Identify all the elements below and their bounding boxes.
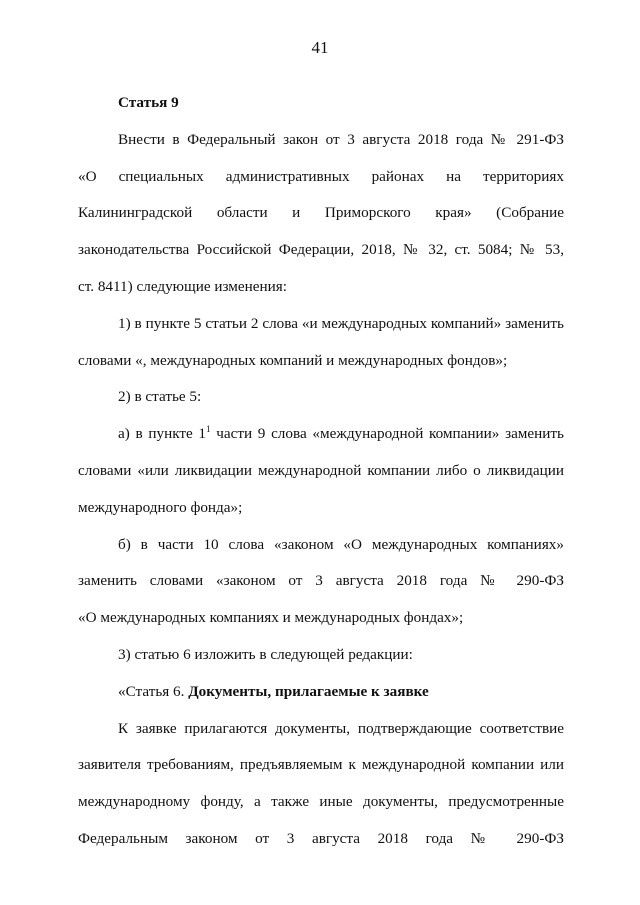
item-2b-paragraph [78, 527, 564, 637]
item-2-paragraph: 2) в статье 5: [118, 388, 202, 406]
new-article-title: Документы, прилагаемые к заявке [188, 682, 429, 700]
item-3-paragraph: 3) статью 6 изложить в следующей редакции: [118, 645, 413, 663]
item-2a-post: части 9 слова «международной компании» заменить [210, 425, 564, 443]
item-2a-line: международного фонда»; [78, 498, 243, 516]
new-article-heading [78, 674, 564, 711]
final-line: Федеральным законом от 3 августа 2018 года № 290-ФЗ [78, 829, 564, 847]
intro-line: Внести в Федеральный закон от 3 августа 2018 года № 291-ФЗ [118, 130, 564, 148]
item-2a-paragraph [78, 416, 564, 526]
item-2b-line: «О международных компаниях и международных фондах»; [78, 609, 464, 627]
intro-paragraph [78, 122, 564, 306]
final-paragraph [78, 711, 564, 858]
item-1-line: словами «, международных компаний и международных фондов»; [78, 351, 508, 369]
final-line: заявителя требованиям, предъявляемым к международной компании или [78, 756, 564, 774]
item-2b-line: заменить словами «законом от 3 августа 2018 года № 290-ФЗ [78, 572, 564, 590]
document-body [78, 85, 564, 858]
intro-line: законодательства Российской Федерации, 2018, № 32, ст. 5084; № 53, [78, 241, 564, 259]
intro-line: «О специальных административных районах на территориях [78, 167, 564, 185]
final-line: международному фонду, а также иные документы, предусмотренные [78, 793, 564, 811]
item-2b-line: б) в части 10 слова «законом «О международных компаниях» [118, 535, 564, 553]
item-2a-line: словами «или ликвидации международной компании либо о ликвидации [78, 461, 564, 479]
final-line: К заявке прилагаются документы, подтверждающие соответствие [118, 719, 564, 737]
item-1-line: 1) в пункте 5 статьи 2 слова «и международных компаний» заменить [118, 314, 564, 332]
intro-line: ст. 8411) следующие изменения: [78, 277, 287, 295]
new-article-prefix: «Статья 6. [118, 682, 189, 700]
item-2a-pre: а) в пункте 1 [118, 425, 207, 443]
item-1-paragraph [78, 306, 564, 380]
page-number: 41 [311, 38, 329, 57]
item-2a-superscript: 1 [206, 424, 211, 435]
article-heading: Статья 9 [118, 94, 179, 111]
intro-line: Калининградской области и Приморского края» (Собрание [78, 204, 564, 222]
item-2a-line [78, 416, 564, 453]
